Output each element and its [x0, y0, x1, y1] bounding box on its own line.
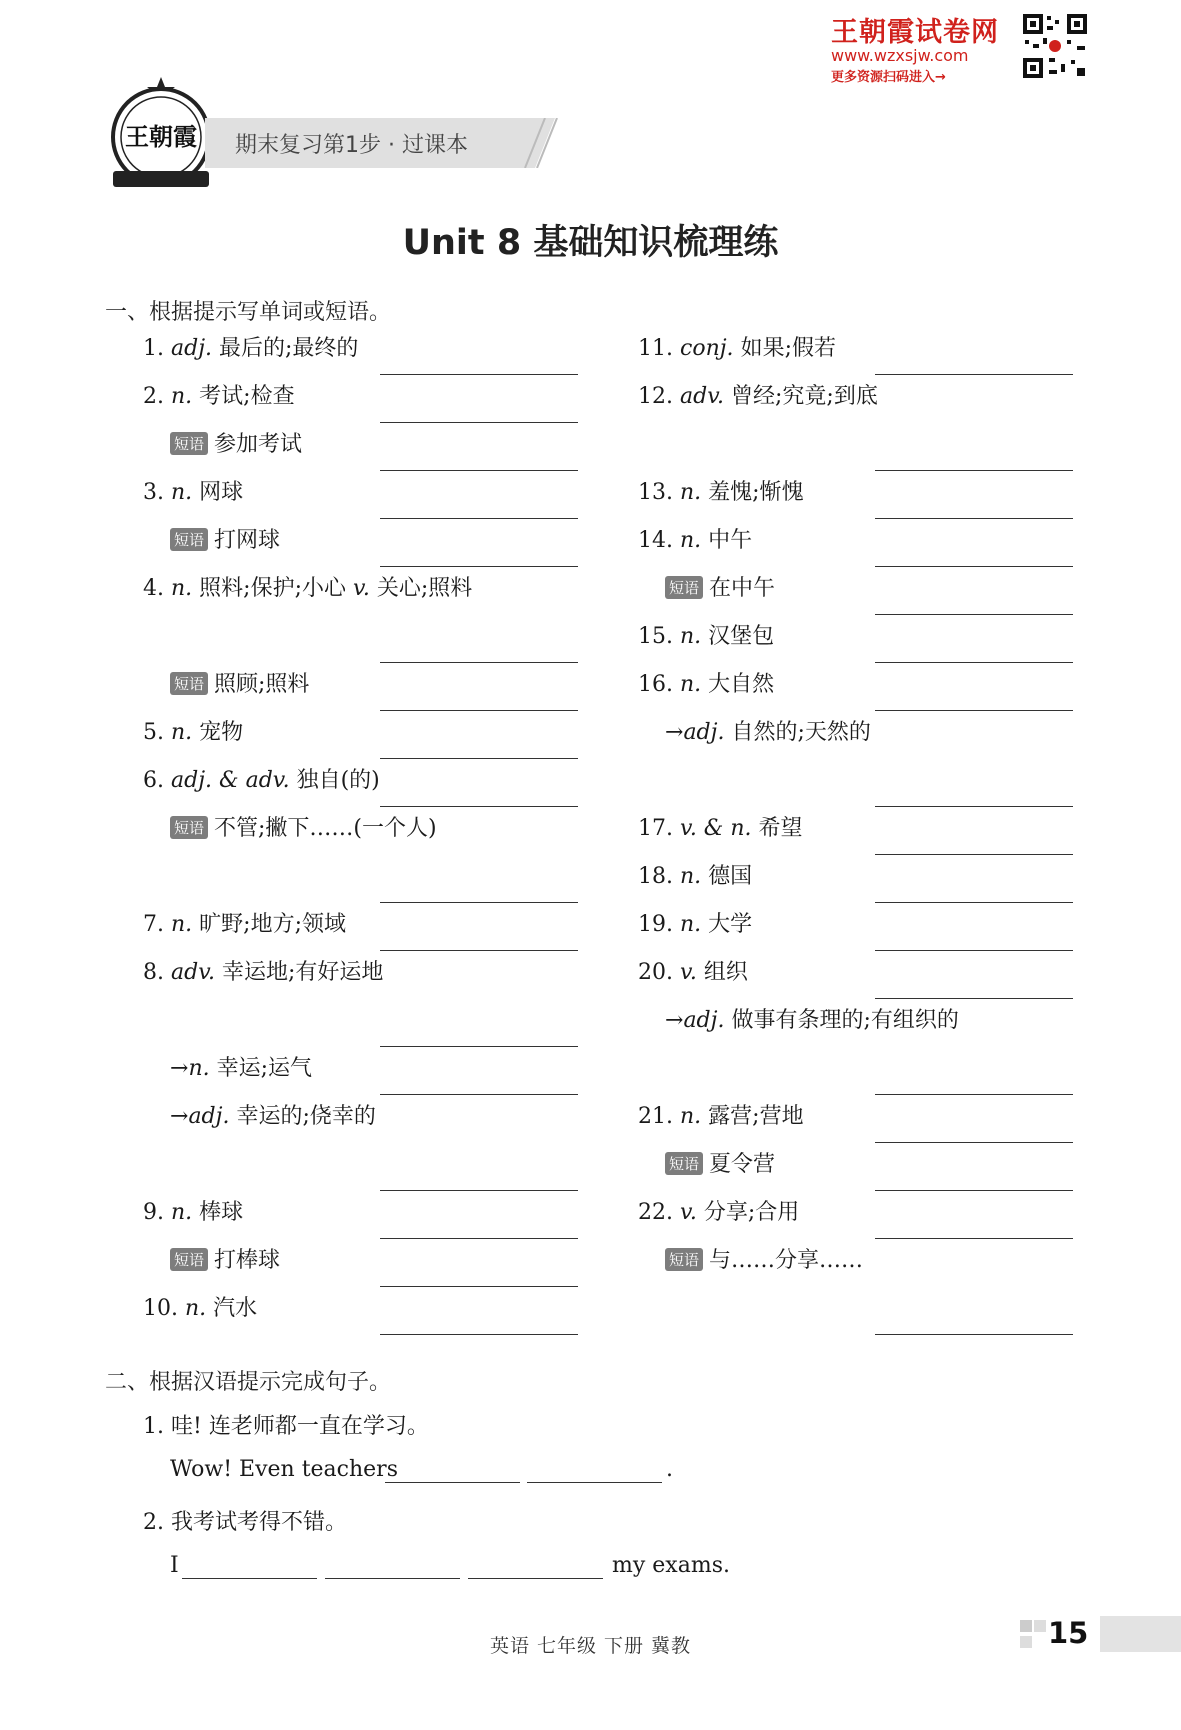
part-of-speech: adj.	[188, 1104, 230, 1129]
item-meaning: 幸运;运气	[216, 1056, 313, 1081]
vocab-item	[638, 859, 752, 890]
english-sentence-end: .	[666, 1457, 673, 1482]
part-of-speech: adj.	[171, 336, 213, 361]
wangzhaoxia-logo	[105, 75, 217, 195]
vocab-item	[170, 1243, 280, 1274]
part-of-speech: v.	[680, 960, 697, 985]
answer-blank[interactable]	[875, 853, 1073, 855]
item-meaning: 曾经;究竟;到底	[731, 384, 878, 409]
item-number: 14.	[638, 528, 673, 553]
item-number: 7.	[143, 912, 164, 937]
answer-blank[interactable]	[380, 709, 578, 711]
phrase-tag: 短语	[665, 1248, 703, 1271]
banner-text: 期末复习第1步 · 过课本	[235, 133, 468, 158]
answer-blank[interactable]	[380, 805, 578, 807]
phrase-text: 打棒球	[214, 1248, 281, 1273]
item-meaning: 幸运的;侥幸的	[236, 1104, 376, 1129]
answer-blank[interactable]	[182, 1577, 317, 1579]
item-number: 1.	[143, 336, 164, 361]
phrase-text: 参加考试	[214, 432, 303, 457]
item-meaning: 棒球	[199, 1200, 244, 1225]
part-of-speech: n.	[171, 720, 193, 745]
part-of-speech: n.	[680, 480, 702, 505]
answer-blank[interactable]	[468, 1577, 603, 1579]
answer-blank[interactable]	[380, 1093, 578, 1095]
item-meaning: 希望	[758, 816, 803, 841]
answer-blank[interactable]	[380, 517, 578, 519]
brand-name: 王朝霞试卷网	[831, 17, 999, 48]
item-meaning: 组织	[703, 960, 748, 985]
answer-blank[interactable]	[380, 757, 578, 759]
banner	[205, 118, 575, 168]
vocab-item	[143, 331, 358, 362]
item-meaning: 大学	[708, 912, 753, 937]
part-of-speech: v.	[680, 1200, 697, 1225]
part-of-speech: n.	[680, 864, 702, 889]
brand-url[interactable]: www.wzxsjw.com	[831, 46, 969, 65]
vocab-item	[143, 571, 472, 602]
answer-blank[interactable]	[380, 949, 578, 951]
vocab-item	[665, 1147, 775, 1178]
item-number: 16.	[638, 672, 673, 697]
answer-blank[interactable]	[875, 613, 1073, 615]
answer-blank[interactable]	[875, 709, 1073, 711]
item-meaning: 最后的;最终的	[219, 336, 359, 361]
item-meaning: 德国	[708, 864, 753, 889]
item-meaning: 幸运地;有好运地	[222, 960, 384, 985]
phrase-text: 在中午	[709, 576, 776, 601]
part-of-speech: n.	[680, 912, 702, 937]
answer-blank[interactable]	[380, 1045, 578, 1047]
vocab-item	[170, 811, 437, 842]
answer-blank[interactable]	[380, 1333, 578, 1335]
vocab-item	[638, 1195, 799, 1226]
answer-blank[interactable]	[325, 1577, 460, 1579]
answer-blank[interactable]	[875, 469, 1073, 471]
part-of-speech: n.	[185, 1296, 207, 1321]
item-meaning: 羞愧;惭愧	[708, 480, 804, 505]
part-of-speech: n.	[680, 672, 702, 697]
arrow-icon: →	[665, 1008, 684, 1033]
answer-blank[interactable]	[875, 1093, 1073, 1095]
answer-blank[interactable]	[875, 517, 1073, 519]
item-number: 6.	[143, 768, 164, 793]
section1-heading: 一、根据提示写单词或短语。	[105, 300, 392, 325]
page-title: Unit 8 基础知识梳理练	[402, 223, 779, 263]
part-of-speech: n.	[680, 1104, 702, 1129]
answer-blank[interactable]	[875, 901, 1073, 903]
vocab-item	[143, 379, 295, 410]
vocab-item	[170, 1051, 312, 1082]
phrase-tag: 短语	[170, 1248, 208, 1271]
item-number: 1.	[143, 1414, 164, 1439]
item-number: 2.	[143, 384, 164, 409]
item-number: 10.	[143, 1296, 178, 1321]
part-of-speech: adj. & adv.	[171, 768, 290, 793]
english-sentence-start: Wow! Even teachers	[170, 1457, 398, 1482]
answer-blank[interactable]	[380, 469, 578, 471]
vocab-item	[638, 619, 774, 650]
item-number: 9.	[143, 1200, 164, 1225]
vocab-item	[638, 811, 803, 842]
sentence-prompt	[143, 1505, 347, 1536]
answer-blank[interactable]	[380, 1189, 578, 1191]
item-number: 17.	[638, 816, 673, 841]
sentence-prompt	[143, 1409, 429, 1440]
answer-blank[interactable]	[875, 997, 1073, 999]
vocab-item	[143, 715, 243, 746]
brand-tagline: 更多资源扫码进入→	[831, 70, 946, 85]
answer-blank[interactable]	[875, 949, 1073, 951]
answer-blank[interactable]	[385, 1481, 520, 1483]
item-number: 18.	[638, 864, 673, 889]
item-meaning: 分享;合用	[703, 1200, 800, 1225]
vocab-item	[638, 667, 774, 698]
part-of-speech: n.	[171, 1200, 193, 1225]
vocab-item	[638, 955, 748, 986]
english-sentence-start: I	[170, 1553, 179, 1578]
vocab-item	[638, 907, 752, 938]
vocab-item	[143, 1195, 243, 1226]
part-of-speech: n.	[680, 528, 702, 553]
item-meaning: 自然的;天然的	[731, 720, 871, 745]
part-of-speech: n.	[171, 480, 193, 505]
phrase-text: 照顾;照料	[214, 672, 310, 697]
arrow-icon: →	[170, 1056, 189, 1081]
answer-blank[interactable]	[380, 373, 578, 375]
phrase-text: 不管;撇下……(一个人)	[214, 816, 437, 841]
item-number: 19.	[638, 912, 673, 937]
vocab-item	[638, 379, 878, 410]
part-of-speech: adv.	[171, 960, 216, 985]
phrase-tag: 短语	[170, 672, 208, 695]
footer-text: 英语 七年级 下册 冀教	[489, 1635, 692, 1657]
vocab-item	[143, 475, 243, 506]
vocab-item	[170, 427, 302, 458]
qr-code-icon[interactable]	[1021, 12, 1089, 80]
item-meaning: 独自(的)	[296, 768, 380, 793]
page-number-box	[1020, 1616, 1181, 1656]
item-meaning: 照料;保护;小心	[199, 576, 346, 601]
answer-blank[interactable]	[875, 1237, 1073, 1239]
page-number: 15	[1048, 1616, 1089, 1650]
answer-blank[interactable]	[380, 421, 578, 423]
item-number: 8.	[143, 960, 164, 985]
part-of-speech: conj.	[680, 336, 734, 361]
phrase-tag: 短语	[665, 576, 703, 599]
arrow-icon: →	[170, 1104, 189, 1129]
item-meaning: 网球	[199, 480, 244, 505]
arrow-icon: →	[665, 720, 684, 745]
item-number: 2.	[143, 1510, 164, 1535]
vocab-item	[143, 907, 346, 938]
phrase-tag: 短语	[170, 432, 208, 455]
item-meaning: 汽水	[213, 1296, 258, 1321]
answer-blank[interactable]	[875, 373, 1073, 375]
vocab-item	[638, 523, 752, 554]
part-of-speech: adj.	[683, 720, 725, 745]
item-number: 11.	[638, 336, 673, 361]
vocab-item	[143, 763, 380, 794]
logo-text: 王朝霞	[125, 122, 197, 151]
item-number: 3.	[143, 480, 164, 505]
answer-blank[interactable]	[875, 661, 1073, 663]
item-meaning: 中午	[708, 528, 753, 553]
item-meaning: 考试;检查	[199, 384, 295, 409]
item-meaning: 宠物	[199, 720, 244, 745]
vocab-item	[143, 1291, 257, 1322]
part-of-speech: adv.	[680, 384, 725, 409]
item-number: 15.	[638, 624, 673, 649]
section2-heading: 二、根据汉语提示完成句子。	[105, 1370, 392, 1395]
item-number: 12.	[638, 384, 673, 409]
answer-blank[interactable]	[875, 565, 1073, 567]
answer-blank[interactable]	[875, 805, 1073, 807]
item-meaning: 大自然	[708, 672, 775, 697]
item-number: 22.	[638, 1200, 673, 1225]
english-sentence-end: my exams.	[612, 1553, 730, 1578]
vocab-item	[665, 571, 775, 602]
part-of-speech-2: v.	[353, 576, 370, 601]
vocab-item	[638, 331, 836, 362]
item-number: 13.	[638, 480, 673, 505]
vocab-item	[665, 1243, 863, 1274]
vocab-item	[665, 715, 871, 746]
answer-blank[interactable]	[380, 901, 578, 903]
item-number: 4.	[143, 576, 164, 601]
part-of-speech: n.	[171, 576, 193, 601]
chinese-sentence: 哇! 连老师都一直在学习。	[171, 1414, 429, 1439]
item-number: 5.	[143, 720, 164, 745]
phrase-tag: 短语	[665, 1152, 703, 1175]
item-meaning: 旷野;地方;领域	[199, 912, 346, 937]
item-number: 20.	[638, 960, 673, 985]
part-of-speech: n.	[171, 384, 193, 409]
vocab-item	[665, 1003, 959, 1034]
item-number: 21.	[638, 1104, 673, 1129]
phrase-text: 与……分享……	[709, 1248, 864, 1273]
answer-blank[interactable]	[875, 1333, 1073, 1335]
part-of-speech: v. & n.	[680, 816, 752, 841]
item-meaning: 露营;营地	[708, 1104, 804, 1129]
item-meaning: 做事有条理的;有组织的	[731, 1008, 959, 1033]
answer-blank[interactable]	[380, 1285, 578, 1287]
vocab-item	[170, 1099, 376, 1130]
item-meaning: 如果;假若	[740, 336, 836, 361]
item-meaning: 汉堡包	[708, 624, 775, 649]
phrase-text: 打网球	[214, 528, 281, 553]
answer-blank[interactable]	[380, 565, 578, 567]
answer-blank[interactable]	[875, 1189, 1073, 1191]
phrase-text: 夏令营	[709, 1152, 776, 1177]
item-meaning-2: 关心;照料	[376, 576, 473, 601]
answer-blank[interactable]	[527, 1481, 662, 1483]
answer-blank[interactable]	[875, 1141, 1073, 1143]
vocab-item	[170, 523, 280, 554]
answer-blank[interactable]	[380, 661, 578, 663]
part-of-speech: adj.	[683, 1008, 725, 1033]
part-of-speech: n.	[680, 624, 702, 649]
chinese-sentence: 我考试考得不错。	[171, 1510, 348, 1535]
vocab-item	[170, 667, 309, 698]
part-of-speech: n.	[171, 912, 193, 937]
phrase-tag: 短语	[170, 816, 208, 839]
phrase-tag: 短语	[170, 528, 208, 551]
vocab-item	[638, 1099, 804, 1130]
vocab-item	[638, 475, 804, 506]
part-of-speech: n.	[188, 1056, 210, 1081]
answer-blank[interactable]	[380, 1237, 578, 1239]
vocab-item	[143, 955, 383, 986]
